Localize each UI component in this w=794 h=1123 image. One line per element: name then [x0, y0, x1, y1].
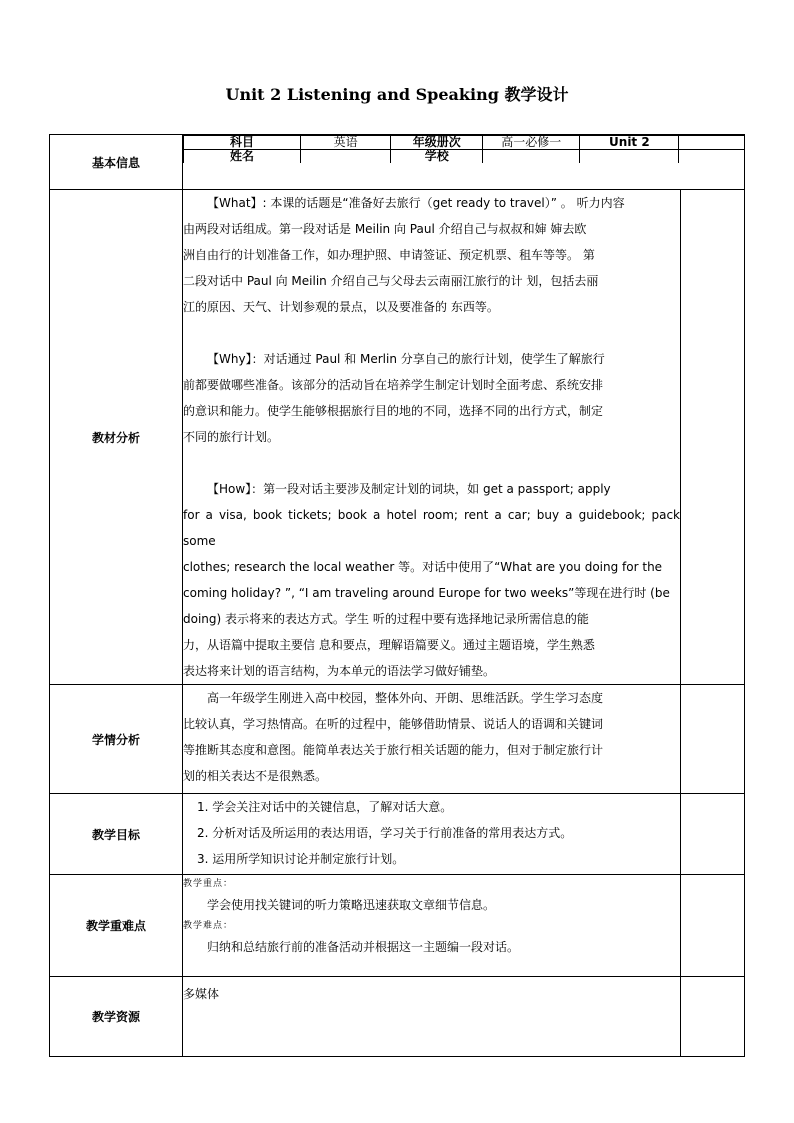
material-analysis-content [183, 190, 681, 685]
teaching-goals-label: 教学目标 [50, 794, 183, 875]
how-line: for a visa, book tickets; book a hotel room; rent a car; buy a guidebook; pack some [183, 508, 680, 548]
how-line: clothes; research the local weather 等。对话中使用了“What are you doing for the [183, 560, 663, 574]
what-line: 洲自由行的计划准备工作，如办理护照、申请签证、预定机票、租车等等。 第 [183, 248, 595, 262]
key-difficult-points-content [183, 875, 681, 977]
student-line: 划的相关表达不是很熟悉。 [183, 769, 328, 783]
how-line: 【How】：第一段对话主要涉及制定计划的词块，如 get a passport; apply [207, 482, 611, 496]
grade-label: 年级册次 [391, 136, 483, 150]
empty-cell [681, 977, 745, 1057]
focus-text: 学会使用找关键词的听力策略迅速获取文章细节信息。 [207, 898, 496, 912]
key-difficult-points-label: 教学重难点 [50, 875, 183, 977]
name-value [301, 150, 391, 164]
how-line: doing) 表示将来的表达方式。学生 听的过程中要有选择地记录所需信息的能 [183, 612, 589, 626]
empty-cell [580, 150, 679, 164]
subject-value: 英语 [301, 136, 391, 150]
difficulty-text: 归纳和总结旅行前的准备活动并根据这一主题编一段对话。 [207, 940, 520, 954]
teaching-resources-label: 教学资源 [50, 977, 183, 1057]
student-line: 等推断其态度和意图。能简单表达关于旅行相关话题的能力，但对于制定旅行计 [183, 743, 604, 757]
name-label: 姓名 [184, 150, 301, 164]
grade-value: 高一必修一 [483, 136, 580, 150]
student-line: 比较认真，学习热情高。在听的过程中，能够借助情景、说话人的语调和关键词 [183, 717, 604, 731]
how-line: 表达将来计划的语言结构，为本单元的语法学习做好铺垫。 [183, 664, 496, 678]
goal-item: 3. 运用所学知识讨论并制定旅行计划。 [197, 852, 405, 866]
why-line: 的意识和能力。使学生能够根据旅行目的地的不同，选择不同的出行方式，制定 [183, 404, 604, 418]
why-line: 不同的旅行计划。 [183, 430, 280, 444]
school-value [483, 150, 580, 164]
how-line: 力，从语篇中提取主要信 息和要点，理解语篇要义。通过主题语境，学生熟悉 [183, 638, 595, 652]
what-line: 【What】: 本课的话题是“准备好去旅行（get ready to travel）” 。 听力内容 [207, 196, 625, 210]
empty-cell [681, 875, 745, 977]
student-line: 高一年级学生刚进入高中校园，整体外向、开朗、思维活跃。学生学习态度 [207, 691, 604, 705]
subject-label: 科目 [184, 136, 301, 150]
school-label: 学校 [391, 150, 483, 164]
why-line: 前都要做哪些准备。该部分的活动旨在培养学生制定计划时全面考虑、系统安排 [183, 378, 604, 392]
unit-value: Unit 2 [580, 136, 679, 150]
material-analysis-label: 教材分析 [50, 190, 183, 685]
why-line: 【Why】：对话通过 Paul 和 Merlin 分享自己的旅行计划，使学生了解旅行 [207, 352, 605, 366]
page-title: Unit 2 Listening and Speaking 教学设计 [225, 85, 569, 104]
empty-cell [681, 190, 745, 685]
difficulty-label: 教学难点： [183, 921, 234, 931]
what-line: 江的原因、天气、计划参观的景点，以及要准备的 东西等。 [183, 300, 499, 314]
goal-item: 1. 学会关注对话中的关键信息，了解对话大意。 [197, 800, 453, 814]
what-line: 二段对话中 Paul 向 Meilin 介绍自己与父母去云南丽江旅行的计 划，包括去丽 [183, 274, 599, 288]
basic-info-label: 基本信息 [50, 135, 183, 190]
empty-cell [679, 136, 744, 150]
student-analysis-label: 学情分析 [50, 685, 183, 794]
teaching-resources-content [183, 977, 681, 1057]
basic-info-grid [183, 135, 744, 163]
how-line: coming holiday? ”, “I am traveling around Europe for two weeks”等现在进行时 (be [183, 586, 670, 600]
student-analysis-content [183, 685, 681, 794]
empty-cell [679, 150, 744, 164]
what-line: 由两段对话组成。第一段对话是 Meilin 向 Paul 介绍自己与叔叔和婶 婶去欧 [183, 222, 587, 236]
empty-cell [681, 685, 745, 794]
lesson-plan-table [49, 134, 745, 1057]
focus-label: 教学重点： [183, 879, 234, 889]
goal-item: 2. 分析对话及所运用的表达用语，学习关于行前准备的常用表达方式。 [197, 826, 573, 840]
empty-cell [681, 794, 745, 875]
resources-value: 多媒体 [183, 987, 220, 1001]
teaching-goals-content [183, 794, 681, 875]
